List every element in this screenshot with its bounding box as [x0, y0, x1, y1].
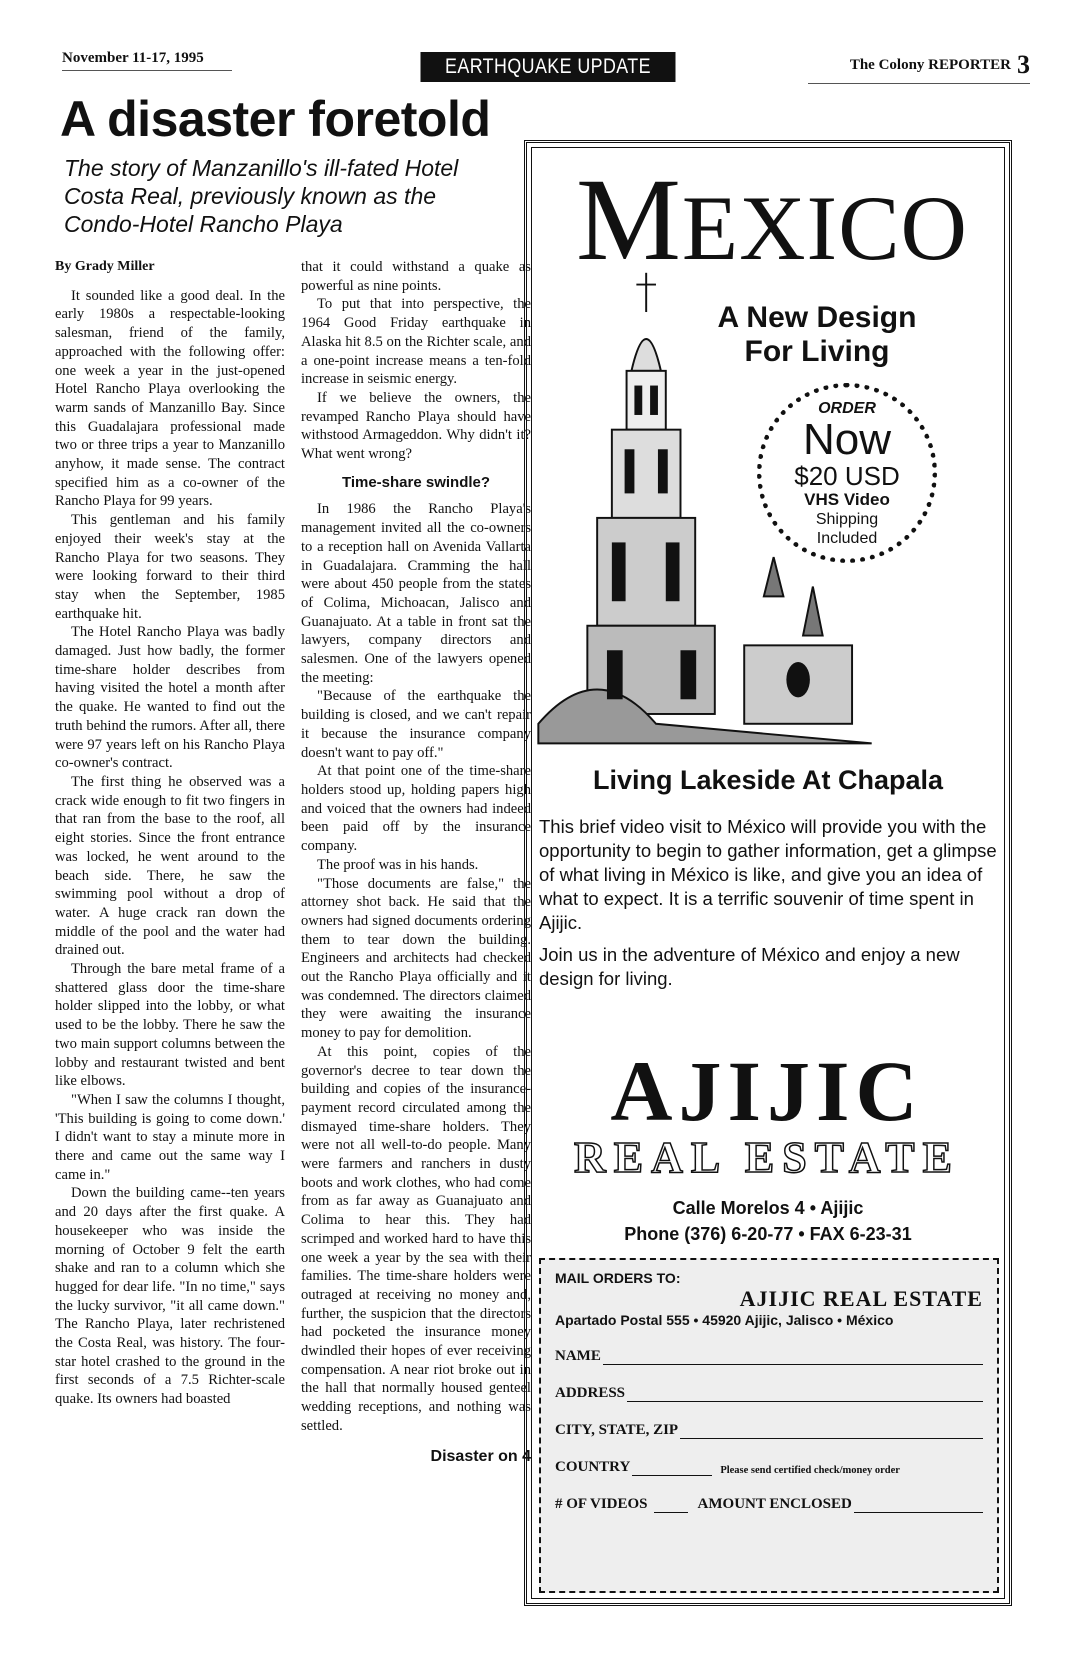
- payment-note: Please send certified check/money order: [720, 1465, 900, 1476]
- paragraph: "Those documents are false," the attorney shot back. He said that the owners had signed documents ordering them to tear down the building. Engineers and architects had checked out the Rancho Playa officially and it was condemned. The directors claimed they were awaiting the insurance money to pay for demolition.: [301, 875, 531, 1042]
- paragraph: To put that into perspective, the 1964 Good Friday earthquake in Alaska hit 8.5 on the Richter scale, and a one-point increase means a ten-fold increase in seismic energy.: [301, 296, 531, 388]
- videos-amount-fields[interactable]: [555, 1496, 983, 1513]
- tagline-line: For Living: [744, 335, 890, 368]
- badge-now: Now: [802, 415, 892, 464]
- ad-title-initial: M: [576, 154, 682, 285]
- badge-price: $20 USD: [794, 461, 900, 491]
- article-column-2: [301, 258, 531, 1466]
- page-number: 3: [1017, 50, 1030, 79]
- name-field[interactable]: [555, 1348, 983, 1365]
- paragraph: "Because of the earthquake the building is closed, and we can't repair it because the insurance company doesn't want to pay off.": [301, 688, 531, 761]
- paragraph: At that point one of the time-share holders stood up, holding papers high and voiced that the owners had indeed been paid off by the insurance company.: [301, 763, 531, 855]
- badge-shipping: Shipping: [815, 511, 879, 528]
- ad-paragraph: This brief video visit to México will provide you with the opportunity to begin to gather information, get a glimpse of what living in México is like, and give you an idea of what to expect. It is a terrific souvenir of time spent in Ajijic.: [539, 816, 997, 933]
- address-label: ADDRESS: [555, 1385, 626, 1401]
- paragraph: The first thing he observed was a crack wide enough to fit two fingers in that ran from the base to the roof, all eight stories. Since the front entrance was locked, he went around to the beach side. There, he saw the swimming pool without a drop of water. A huge crack ran down the middle of the pool and the water had drained out.: [55, 773, 285, 959]
- country-label: COUNTRY: [555, 1459, 631, 1475]
- ad-subheading: Living Lakeside At Chapala: [592, 765, 944, 795]
- ad-title-rest: EXICO: [681, 177, 968, 279]
- amount-label: AMOUNT ENCLOSED: [697, 1496, 852, 1512]
- name-label: NAME: [555, 1348, 601, 1364]
- section-banner: EARTHQUAKE UPDATE: [421, 52, 676, 82]
- ad-body: [539, 815, 999, 999]
- address-field[interactable]: [555, 1385, 983, 1402]
- city-state-zip-field[interactable]: [555, 1422, 983, 1439]
- article-column-1: [55, 258, 285, 1409]
- ajijic-real-estate-logo: [557, 1043, 977, 1182]
- paragraph: The Hotel Rancho Playa was badly damaged. Just how badly, the former time-share holder describes from having visited the hotel a month after the quake. He wanted to find out the truth behind the rumors. After all, there were 97 years left on his Rancho Playa co-owner's contract.: [55, 624, 285, 772]
- ad-title: [547, 154, 997, 285]
- subhead: Time-share swindle?: [341, 473, 491, 491]
- badge-included: Included: [816, 530, 878, 547]
- paragraph: In 1986 the Rancho Playa's management invited all the co-owners to a reception hall on Avenida Vallarta in Guadalajara. Cramming the hall were about 450 people from the states of Colima, Michoacan, Jalisco and Guanajuato. At a table in front sat the lawyers, company directors and salesmen. One of the lawyers opened the meeting:: [301, 501, 531, 686]
- paragraph: that it could withstand a quake as powerful as nine points.: [301, 259, 531, 294]
- logo-top: AJIJIC: [610, 1043, 924, 1139]
- tagline-line: A New Design: [717, 301, 917, 334]
- city-label: CITY, STATE, ZIP: [555, 1422, 679, 1438]
- badge-format: VHS Video: [804, 490, 890, 509]
- mail-order-coupon: [539, 1258, 999, 1593]
- headline: A disaster foretold: [60, 91, 491, 147]
- advertisement: [524, 140, 1012, 1606]
- coupon-postal-address: Apartado Postal 555 • 45920 Ajijic, Jalisco • México: [555, 1312, 894, 1328]
- badge-order: ORDER: [818, 400, 876, 417]
- paragraph: This gentleman and his family enjoyed their week's stay at the Rancho Playa for two seasons. They were looking forward to their third stay when the September, 1985 earthquake hit.: [55, 512, 285, 622]
- ad-paragraph: Join us in the adventure of México and enjoy a new design for living.: [539, 944, 960, 989]
- ad-tagline: [717, 301, 917, 369]
- coupon-company: AJIJIC REAL ESTATE: [739, 1286, 983, 1311]
- paragraph: The proof was in his hands.: [317, 856, 479, 873]
- paragraph: It sounded like a good deal. In the early 1980s a respectable-looking salesman, friend of the family, approached with the following offer: one week a year in the just-opened Hotel Rancho Playa overlooking the warm sands of Manzanillo Bay. Since this Guadalajara professional made two or three trips a year to Manzanillo anyhow, it made sense. The contract specified him as a co-owner of the Rancho Playa for 99 years.: [55, 287, 285, 510]
- contact-info: [527, 1195, 1009, 1247]
- phone-fax: Phone (376) 6-20-77 • FAX 6-23-31: [624, 1224, 912, 1244]
- byline: By Grady Miller: [55, 259, 155, 274]
- paragraph: At this point, copies of the governor's decree to tear down the building and copies of the insurance-payment record circulated among the dismayed time-share holders. They were not all well-to-do people. Many were farmers and ranchers in dusty boots and work clothes, who had come from as far away as Guanajuato and Colima to hear this. They had scrimped and worked hard to have this one week a year by the sea with their families. The time-share holders were outraged at receiving no money and, further, the suspicion that the directors had pocketed the insurance money dwindled their hopes of ever receiving compensation. A near riot broke out in the hall that normally housed genteel wedding receptions, and nothing was settled.: [301, 1043, 531, 1434]
- logo-bottom: REAL ESTATE: [574, 1133, 960, 1182]
- continued-jump[interactable]: Disaster on 4: [430, 1447, 531, 1465]
- paragraph: Through the bare metal frame of a shattered glass door the time-share holder slipped into the lobby, or what used to be the lobby. There he saw the two main support columns between the lobby and restaurant twisted and bent like elbows.: [55, 961, 285, 1090]
- paragraph: Down the building came--ten years and 20 days after the first quake. A housekeeper who was inside the morning of October 9 felt the earth shake and ran to a column which she hugged for dear life. "In no time," says the lucky survivor, "it all came down." The Rancho Playa, later rechristened the Costa Real, was history. The four-star hotel crashed to the ground in the first seconds of a 7.5 Richter-scale quake. Its owners had boasted: [55, 1185, 285, 1408]
- deck: The story of Manzanillo's ill-fated Hotel Costa Real, previously known as the Condo-Hotel Rancho Playa: [64, 155, 459, 237]
- paragraph: If we believe the owners, the revamped Rancho Playa should have withstood Armageddon. Why didn't it? What went wrong?: [301, 389, 531, 463]
- paper-name: [808, 50, 1030, 84]
- issue-date: November 11-17, 1995: [62, 50, 232, 71]
- street-address: Calle Morelos 4 • Ajijic: [672, 1198, 864, 1218]
- videos-label: # OF VIDEOS: [555, 1496, 648, 1512]
- country-field[interactable]: [555, 1459, 983, 1476]
- paragraph: "When I saw the columns I thought, 'This building is going to come down.' I didn't want to stay a minute more in there and came out the same way I came in.": [55, 1091, 285, 1183]
- order-badge: [757, 383, 937, 563]
- mail-orders-label: MAIL ORDERS TO:: [555, 1270, 681, 1286]
- paper-title: The Colony REPORTER: [849, 57, 1011, 73]
